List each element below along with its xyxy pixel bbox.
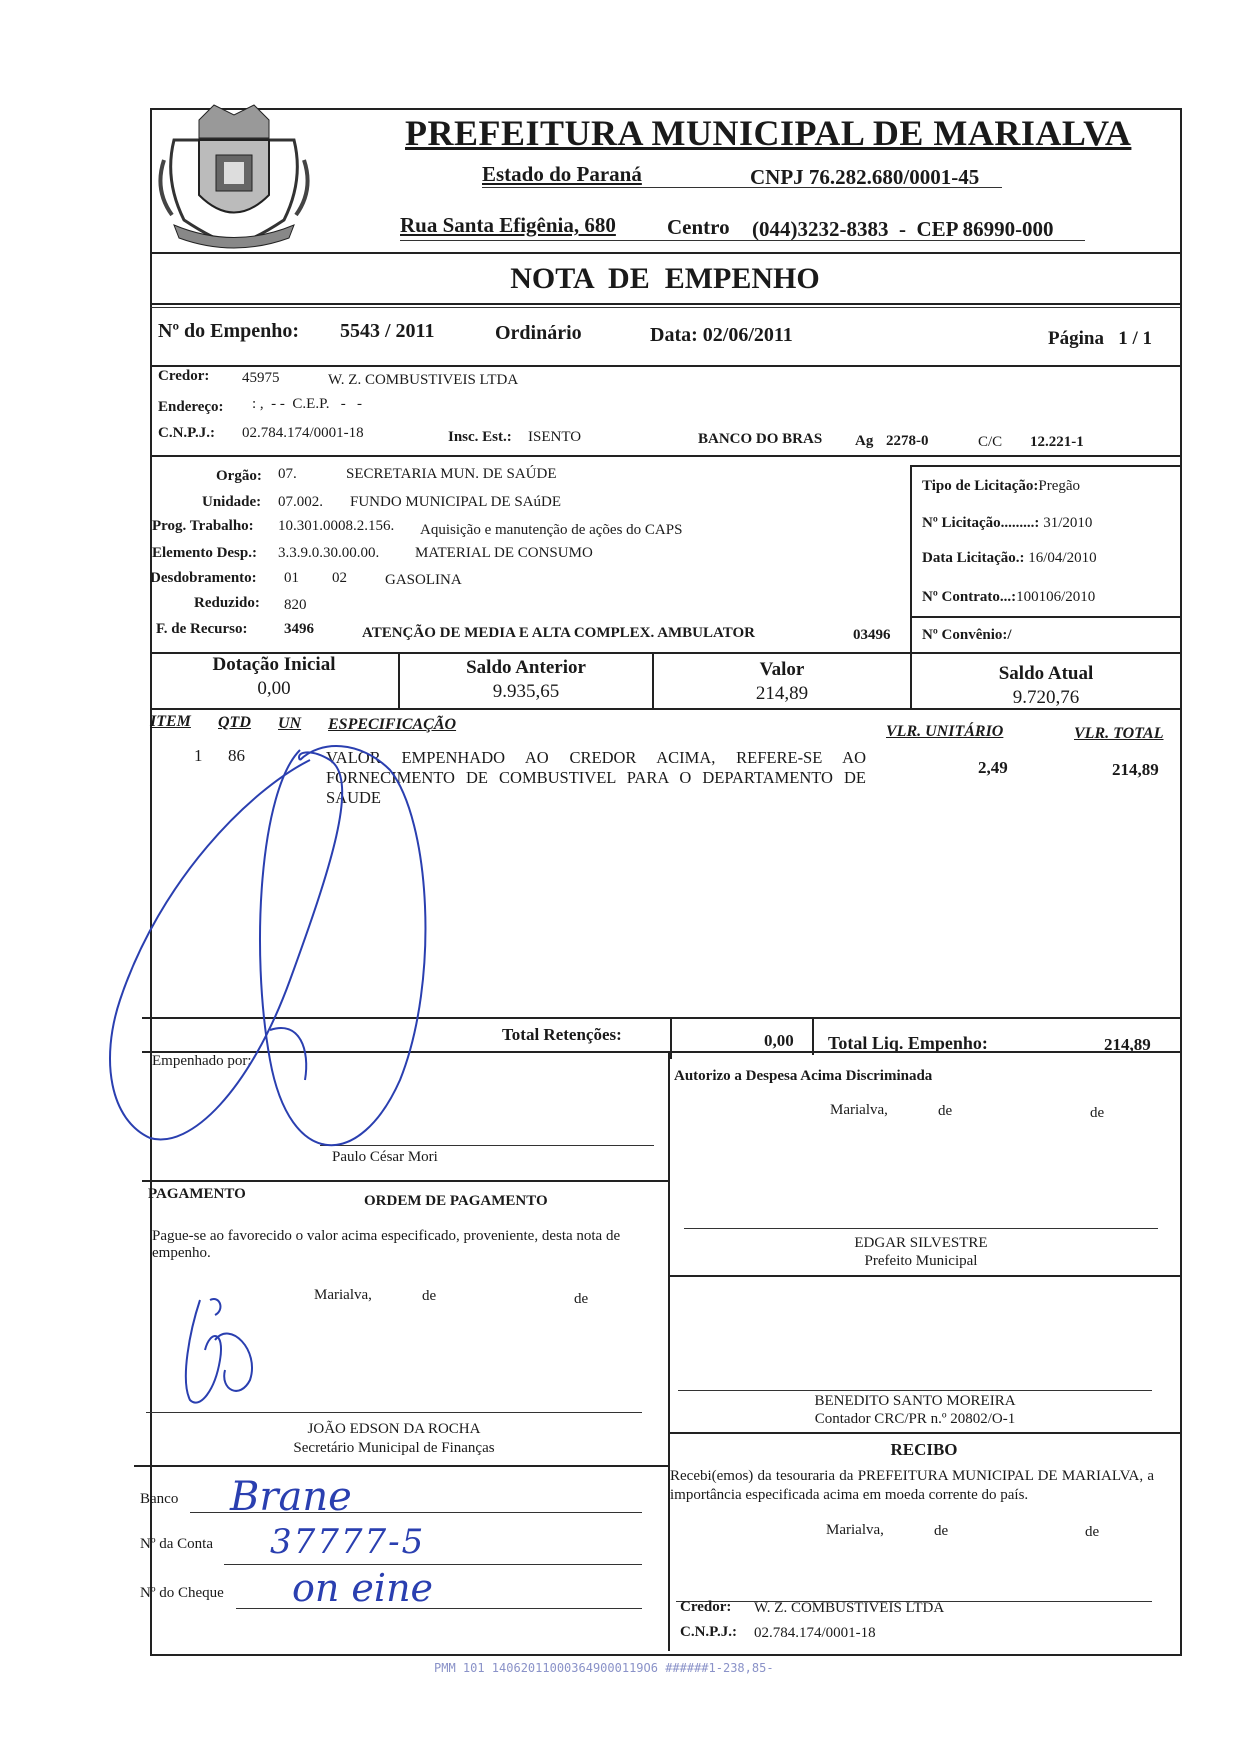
orgao-label: Orgão: <box>216 468 262 484</box>
header-cnpj: CNPJ 76.282.680/0001-45 <box>750 165 980 189</box>
elem-value: 3.3.9.0.30.00.00. <box>278 545 380 561</box>
dotacao-label: Dotação Inicial <box>212 654 336 675</box>
valor-label: Valor <box>759 659 805 680</box>
orgao-desc: SECRETARIA MUN. DE SAÚDE <box>346 466 557 482</box>
saldo-atual-value: 9.720,76 <box>1012 687 1080 708</box>
empenho-number: 5543 / 2011 <box>340 320 435 342</box>
item-desc: VALOR EMPENHADO AO CREDOR ACIMA, REFERE-SE AO FORNECIMENTO DE COMBUSTIVEL PARA O DEPARTAMENTO DE SAUDE <box>326 748 866 807</box>
licitacao-tipo-value: Pregão <box>1038 478 1081 494</box>
signature-tail <box>270 1028 306 1080</box>
cheque-handwritten: on eine <box>292 1566 434 1610</box>
header-address: Rua Santa Efigênia, 680 <box>400 213 616 237</box>
valor-value: 214,89 <box>755 683 809 704</box>
recibo-cnpj-value: 02.784.174/0001-18 <box>754 1625 876 1641</box>
recurso-value: 3496 <box>284 621 314 637</box>
autorizo-de-2: de <box>1090 1105 1105 1121</box>
unidade-label: Unidade: <box>202 494 262 510</box>
pagamento-city: Marialva, <box>314 1287 372 1303</box>
pagamento-signature <box>186 1299 252 1403</box>
elem-desc: MATERIAL DE CONSUMO <box>415 545 593 561</box>
banco-handwritten: Brane <box>230 1474 352 1520</box>
licitacao-data-label: Data Licitação.: <box>922 550 1025 566</box>
licitacao-data-value: 16/04/2010 <box>1024 550 1097 566</box>
recibo-de-2: de <box>1085 1524 1100 1540</box>
licitacao-convenio: Nº Convênio:/ <box>922 627 1012 643</box>
credor-ag-label: Ag <box>855 433 874 449</box>
total-retencoes-value: 0,00 <box>764 1031 794 1050</box>
credor-cc-value: 12.221-1 <box>1030 434 1084 450</box>
col-espec-header: ESPECIFICAÇÃO <box>328 716 457 733</box>
desd-value-2: 02 <box>332 570 347 586</box>
autorizo-signer-role: Prefeito Municipal <box>864 1253 978 1269</box>
desd-value-1: 01 <box>284 570 299 586</box>
total-retencoes-label: Total Retenções: <box>502 1025 622 1044</box>
licitacao-num-label: Nº Licitação.........: <box>922 515 1040 531</box>
total-liq-label: Total Liq. Empenho: <box>828 1033 988 1053</box>
item-unit-value: 2,49 <box>978 758 1008 777</box>
credor-address-value: : , - - C.E.P. - - <box>252 396 362 412</box>
credor-cc-label: C/C <box>978 434 1003 450</box>
credor-cnpj-value: 02.784.174/0001-18 <box>242 425 364 441</box>
recibo-cnpj-label: C.N.P.J.: <box>680 1624 737 1640</box>
pagamento-text: Pague-se ao favorecido o valor acima especificado, proveniente, desta nota de empenho. <box>152 1228 621 1261</box>
empenhado-name: Paulo César Mori <box>332 1149 438 1165</box>
dotacao-value: 0,00 <box>257 678 291 699</box>
col-unit-header: VLR. UNITÁRIO <box>886 723 1004 740</box>
item-total-value: 214,89 <box>1112 760 1159 779</box>
col-total-header: VLR. TOTAL <box>1074 725 1164 742</box>
autorizo-city: Marialva, <box>830 1102 888 1118</box>
saldo-anterior-value: 9.935,65 <box>492 681 560 702</box>
recibo-text: Recebi(emos) da tesouraria da PREFEITURA MUNICIPAL DE MARIALVA, a importância especificada acima em moeda corrente do país. <box>670 1468 1154 1503</box>
credor-address-label: Endereço: <box>158 399 224 415</box>
recurso-desc: ATENÇÃO DE MEDIA E ALTA COMPLEX. AMBULATOR <box>362 625 755 641</box>
credor-cnpj-label: C.N.P.J.: <box>158 425 215 441</box>
credor-insc-label: Insc. Est.: <box>448 429 512 445</box>
col-un-header: UN <box>278 715 302 732</box>
recurso-label: F. de Recurso: <box>156 621 248 637</box>
contador-signer: BENEDITO SANTO MOREIRA <box>814 1393 1016 1409</box>
licitacao-num-value: 31/2010 <box>1039 515 1093 531</box>
empenho-page: Página 1 / 1 <box>1048 328 1152 349</box>
unidade-value: 07.002. <box>278 494 323 510</box>
empenho-type: Ordinário <box>495 322 582 344</box>
recibo-city: Marialva, <box>826 1522 884 1538</box>
recibo-credor-label: Credor: <box>680 1599 732 1615</box>
pagamento-de-1: de <box>422 1288 437 1304</box>
desd-desc: GASOLINA <box>385 572 462 588</box>
credor-name: W. Z. COMBUSTIVEIS LTDA <box>328 372 519 388</box>
prog-value: 10.301.0008.2.156. <box>278 518 395 534</box>
header-phone-cep: (044)3232-8383 - CEP 86990-000 <box>752 217 1054 241</box>
item-qtd: 86 <box>228 746 245 765</box>
prog-desc: Aquisição e manutenção de ações do CAPS <box>420 522 683 538</box>
recibo-title: RECIBO <box>890 1440 958 1459</box>
saldo-atual-label: Saldo Atual <box>998 663 1094 684</box>
credor-code: 45975 <box>242 370 280 386</box>
licitacao-tipo-label: Tipo de Licitação: <box>922 478 1039 494</box>
ordem-pagamento-label: ORDEM DE PAGAMENTO <box>364 1193 548 1209</box>
elem-label: Elemento Desp.: <box>152 545 257 561</box>
pagamento-label: PAGAMENTO <box>148 1186 246 1202</box>
reduzido-label: Reduzido: <box>194 595 260 611</box>
recibo-de-1: de <box>934 1523 949 1539</box>
credor-label: Credor: <box>158 368 210 384</box>
licitacao-contrato-label: Nº Contrato...: <box>922 589 1017 605</box>
banco-label: Banco <box>140 1491 179 1507</box>
recurso-code: 03496 <box>853 627 891 643</box>
header-district: Centro <box>667 215 730 239</box>
total-liq-value: 214,89 <box>1104 1035 1151 1054</box>
item-number: 1 <box>194 746 203 765</box>
autorizo-signer: EDGAR SILVESTRE <box>854 1235 988 1251</box>
empenho-label: Nº do Empenho: <box>158 320 300 342</box>
cheque-label: Nº do Cheque <box>140 1585 224 1601</box>
licitacao-contrato-value: 100106/2010 <box>1016 589 1096 605</box>
big-signature-loop <box>110 752 342 1139</box>
contador-role: Contador CRC/PR n.º 20802/O-1 <box>814 1411 1016 1427</box>
col-item-header: ITEM <box>150 713 191 730</box>
autorizo-de-1: de <box>938 1103 953 1119</box>
unidade-desc: FUNDO MUNICIPAL DE SAúDE <box>350 494 561 510</box>
recibo-credor-value: W. Z. COMBUSTIVEIS LTDA <box>754 1600 945 1616</box>
header-state: Estado do Paraná <box>482 162 642 186</box>
credor-insc-value: ISENTO <box>528 429 582 445</box>
pagamento-signer-role: Secretário Municipal de Finanças <box>293 1440 495 1456</box>
signature-oval <box>260 746 425 1145</box>
pagamento-de-2: de <box>574 1291 589 1307</box>
footer-code: PMM 101 140620110003649000119O6 ######1-238,85- <box>434 1661 774 1675</box>
header-title: PREFEITURA MUNICIPAL DE MARIALVA <box>405 113 1132 153</box>
saldo-anterior-label: Saldo Anterior <box>466 657 586 678</box>
orgao-value: 07. <box>278 466 297 482</box>
reduzido-value: 820 <box>284 597 307 613</box>
conta-label: Nº da Conta <box>140 1536 213 1552</box>
prog-label: Prog. Trabalho: <box>152 518 254 534</box>
conta-handwritten: 37777-5 <box>270 1522 426 1562</box>
autorizo-label: Autorizo a Despesa Acima Discriminada <box>674 1068 933 1084</box>
credor-bank: BANCO DO BRAS <box>698 431 823 447</box>
doc-title: NOTA DE EMPENHO <box>510 262 820 295</box>
col-qtd-header: QTD <box>218 714 251 731</box>
empenhado-label: Empenhado por: <box>152 1053 252 1069</box>
credor-ag-value: 2278-0 <box>886 433 929 449</box>
pagamento-signer: JOÃO EDSON DA ROCHA <box>307 1421 481 1437</box>
desd-label: Desdobramento: <box>150 570 257 586</box>
empenho-date: Data: 02/06/2011 <box>650 324 793 346</box>
